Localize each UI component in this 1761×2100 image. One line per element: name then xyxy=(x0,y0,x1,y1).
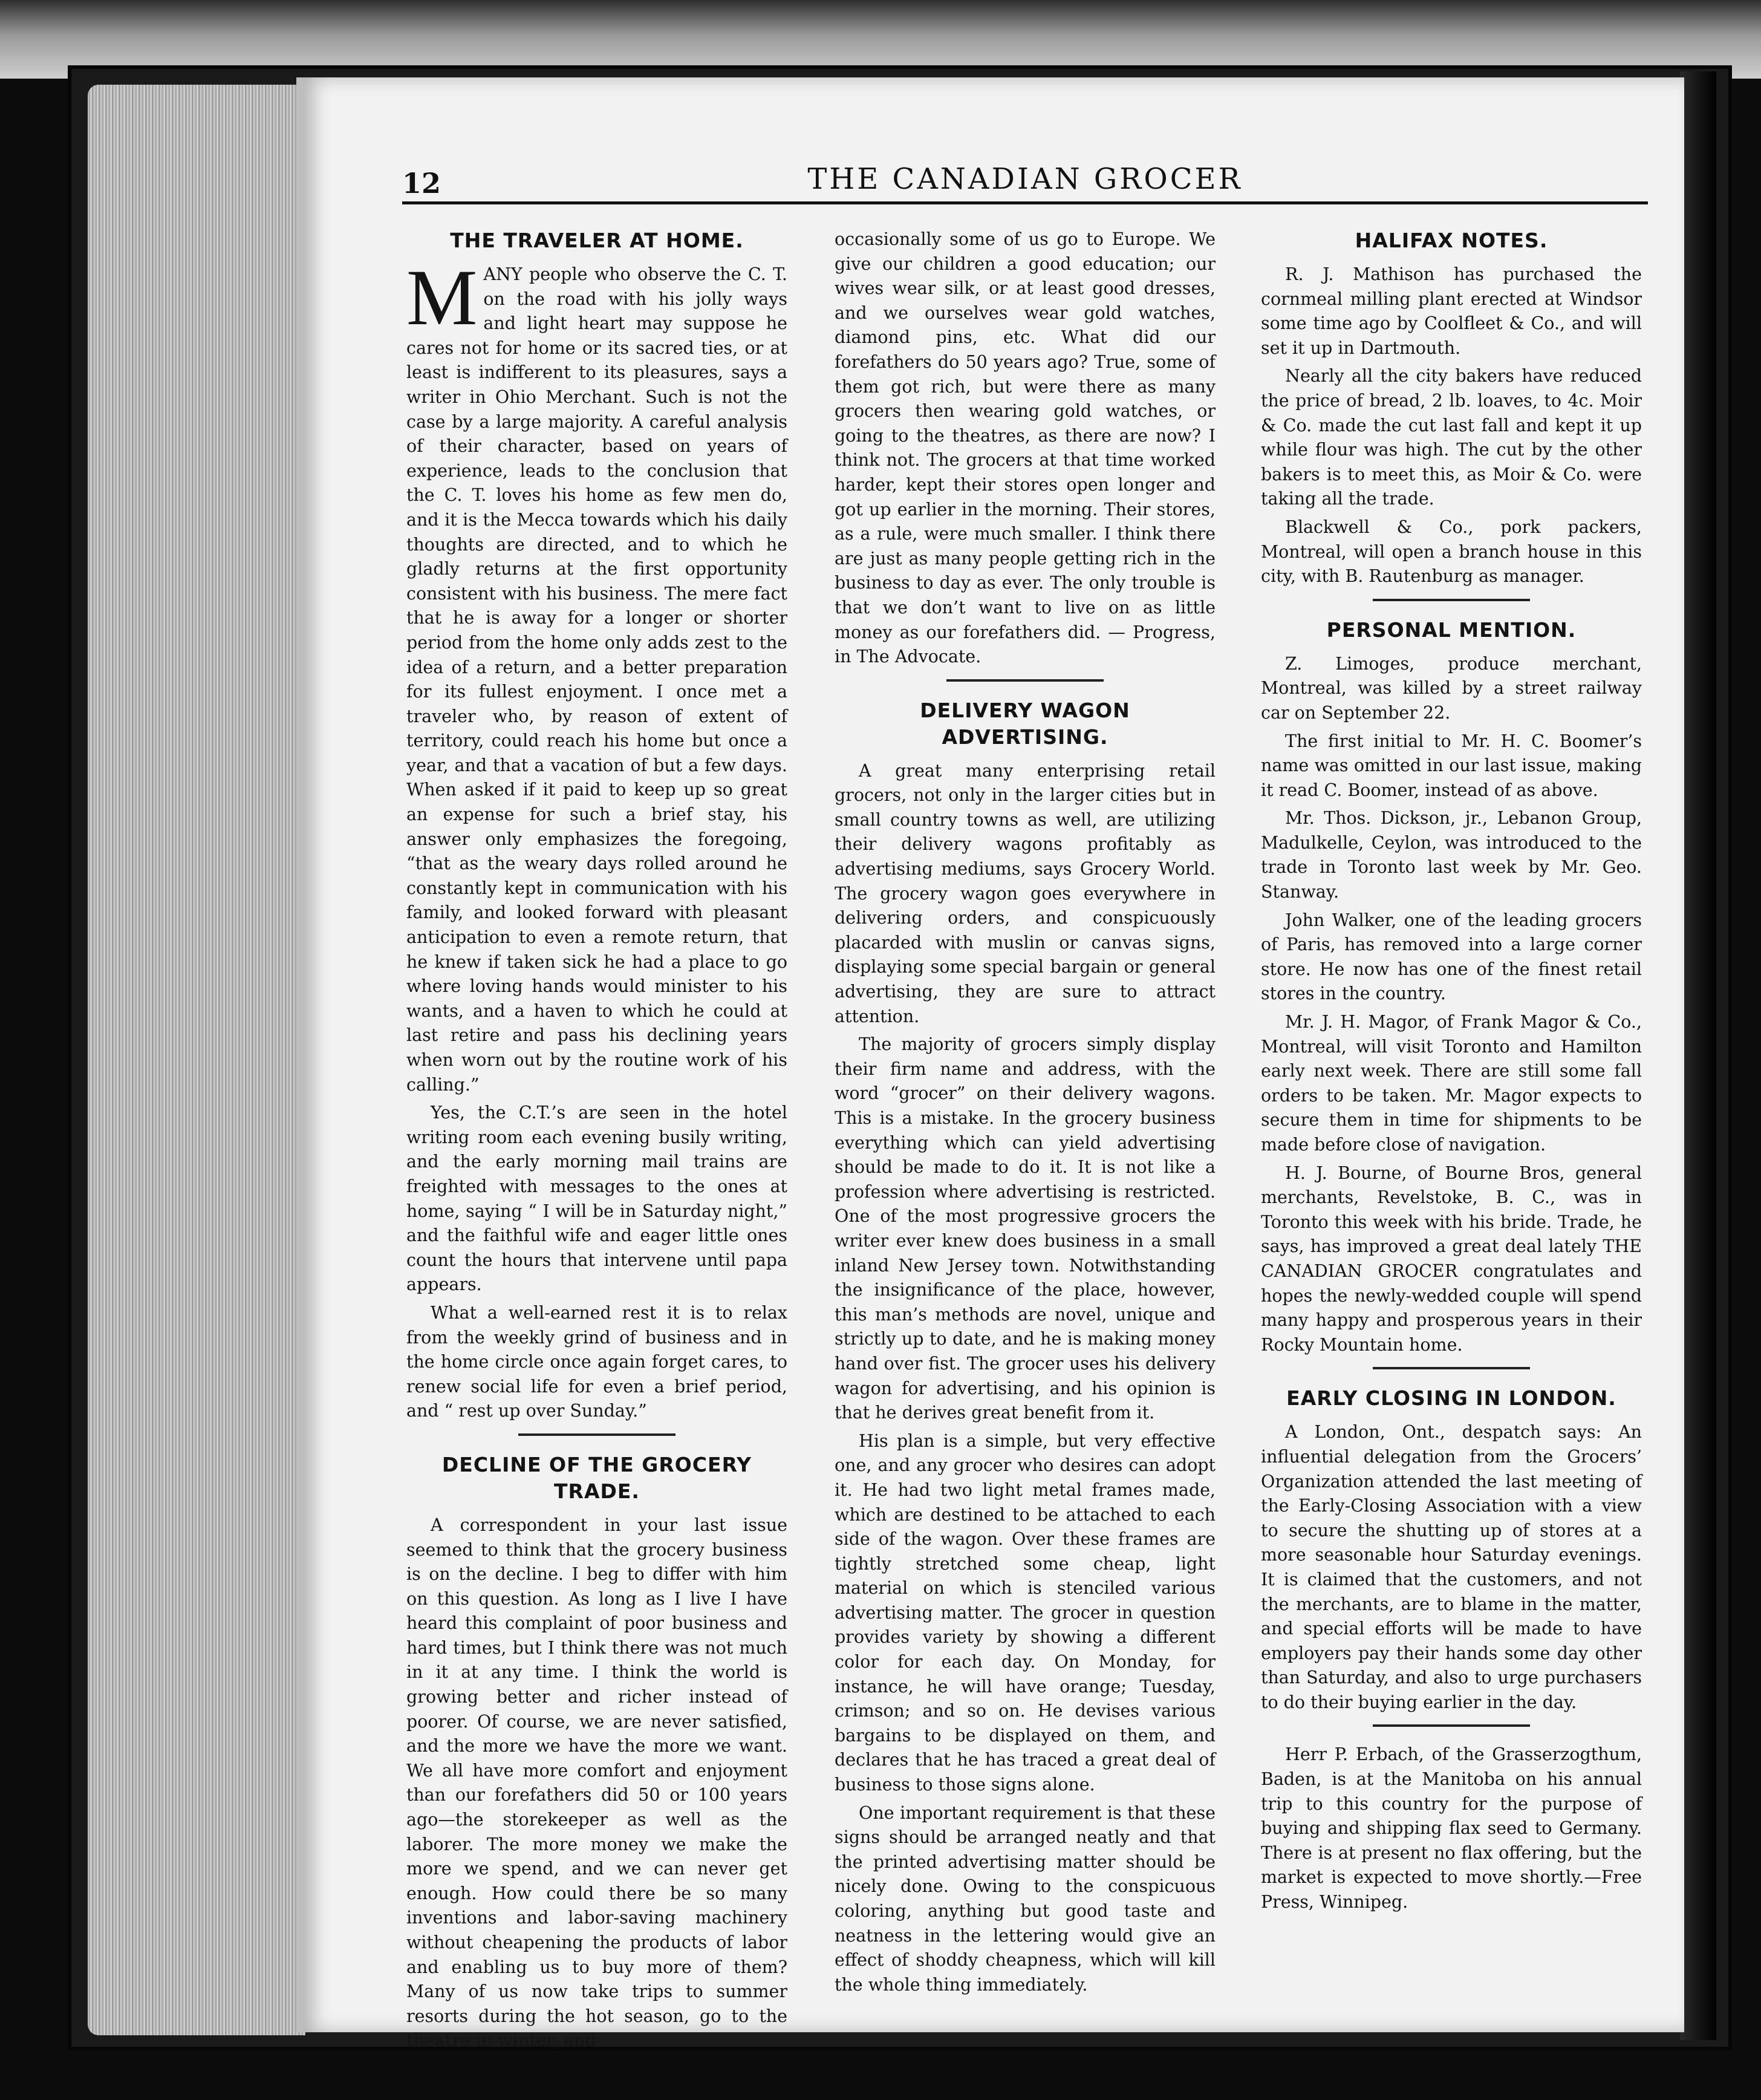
paragraph xyxy=(406,253,787,1097)
article-decline-grocery-trade xyxy=(406,1452,787,2053)
binding-spine-right xyxy=(1680,71,1716,2040)
paragraph: Herr P. Erbach, of the Grasserzogthum, Baden, is at the Manitoba on his annual trip to this country for the purpose of buying and shipping flax seed to Germany. There is at present no flax offering, but the market is expected to move shortly.—Free Press, Winnipeg. xyxy=(1261,1744,1642,1912)
headline: DELIVERY WAGON ADVERTISING. xyxy=(920,698,1130,749)
page-number: 12 xyxy=(402,167,441,200)
article-delivery-wagon-advertising xyxy=(835,697,1216,1998)
paragraph: Z. Limoges, produce merchant, Montreal, was killed by a street railway car on September 22. xyxy=(1261,653,1642,723)
paragraph: Yes, the C.T.’s are seen in the hotel writing room each evening busily writing, and the early morning mail trains are freighted with messages to the ones at home, saying “ I will be in Saturday night,” and the faithful wife and eager little ones count the hours that intervene until papa appears. xyxy=(406,1103,787,1295)
paragraph-continued: occasionally some of us go to Europe. We give our children a good education; our wives wear silk, or at least good dresses, and we ourselves wear gold watches, diamond pins, etc. What did our forefathers do 50 years ago? True, some of them got rich, but were there as many grocers then wearing gold watches, or going to the theatres, as there are now? I think not. The grocers at that time worked harder, kept their stores open longer and got up earlier in the morning. Their stores, as a rule, were much smaller. I think there are just as many people getting rich in the business to day as ever. The only trouble is that we don’t want to live on as little money as our forefathers did. — Progress, in The Advocate. xyxy=(835,229,1216,667)
paragraph: A great many enterprising retail grocers, not only in the larger cities but in small country towns as well, are utilizing their delivery wagons profitably as advertising mediums, says Grocery World. The grocery wagon goes everywhere in delivering orders, and conspicuously placarded with muslin or canvas signs, displaying some special bargain or general advertising, they are sure to attract attention. xyxy=(835,760,1216,1026)
paragraph: A correspondent in your last issue seemed to think that the grocery business is on the decline. I beg to differ with him on this question. As long as I live I have heard this complaint of poor business and hard times, but I think there was not much in it at any time. I think the world is growing better and richer instead of poorer. Of course, we are never satisfied, and the more we have the more we want. We all have more comfort and enjoyment than our forefathers did 50 or 100 years ago—the storekeeper as well as the laborer. The more money we make the more we spend, and we can never get enough. How could there be so many inventions and labor-saving machinery without cheapening the products of labor and enabling us to buy more of them? Many of us now take trips to summer resorts during the hot season, go to the theatre in winter, and xyxy=(406,1515,787,2051)
article-divider xyxy=(1373,1367,1530,1369)
page-header xyxy=(402,162,1648,206)
drop-cap: M xyxy=(406,253,478,342)
article-personal-mention xyxy=(1261,617,1642,1358)
article-early-closing-london xyxy=(1261,1385,1642,1715)
page-edges xyxy=(88,85,305,2035)
paragraph: John Walker, one of the leading grocers of Paris, has removed into a large corner store. He now has one of the finest retail stores in the country. xyxy=(1261,910,1642,1004)
column-left xyxy=(406,227,787,2057)
paragraph: R. J. Mathison has purchased the cornmeal milling plant erected at Windsor some time ago by Coolfleet & Co., and will set it up in Dartmouth. xyxy=(1261,264,1642,358)
paragraph: Blackwell & Co., pork packers, Montreal, will open a branch house in this city, with B. Rautenburg as manager. xyxy=(1261,517,1642,587)
paragraph: Mr. Thos. Dickson, jr., Lebanon Group, Madulkelle, Ceylon, was introduced to the trade in Toronto last week by Mr. Geo. Stanway. xyxy=(1261,808,1642,902)
paragraph: Mr. J. H. Magor, of Frank Magor & Co., Montreal, will visit Toronto and Hamilton early next week. There are still some fall orders to be taken. Mr. Magor expects to secure them in time for shipments to be made before close of navigation. xyxy=(1261,1012,1642,1155)
paragraph: A London, Ont., despatch says: An influential delegation from the Grocers’ Organization attended the last meeting of the Early-Closing Association with a view to secure the shutting up of stores at a more seasonable hour Saturday evenings. It is claimed that the customers, and not the merchants, are to blame in the matter, and special efforts will be made to have employers pay their hands some day other than Saturday, and also to urge purchasers to do their buying earlier in the day. xyxy=(1261,1422,1642,1712)
paragraph: His plan is a simple, but very effective one, and any grocer who desires can adopt it. He had two light metal frames made, which are destined to be attached to each side of the wagon. Over these frames are tightly stretched some cheap, light material on which is stenciled various advertising matter. The grocer in question provides variety by showing a different color for each day. On Monday, for instance, he will have orange; Tuesday, crimson; and so on. He devises various bargains to be displayed on them, and declares that he has traced a great deal of business to those signs alone. xyxy=(835,1430,1216,1795)
column-right xyxy=(1261,227,1642,1919)
article-divider xyxy=(518,1433,675,1436)
paragraph: Nearly all the city bakers have reduced the price of bread, 2 lb. loaves, to 4c. Moir & Co. made the cut last fall and kept it up while flour was high. The cut by the other bakers is to meet this, as Moir & Co. were taking all the trade. xyxy=(1261,366,1642,509)
header-rule xyxy=(402,201,1648,204)
article-flax-seed-note xyxy=(1261,1743,1642,1914)
article-divider xyxy=(1373,599,1530,601)
headline: EARLY CLOSING IN LONDON. xyxy=(1286,1386,1616,1410)
paragraph: What a well-earned rest it is to relax from the weekly grind of business and in the home circle once again forget cares, to renew social life for even a brief period, and “ rest up over Sunday.” xyxy=(406,1302,787,1421)
article-traveler-at-home xyxy=(406,227,787,1424)
headline: PERSONAL MENTION. xyxy=(1326,618,1577,642)
newspaper-page xyxy=(296,77,1684,2051)
paragraph-text: ANY people who observe the C. T. on the road with his jolly ways and light heart may suppose he cares not for home or its sacred ties, or at least is indifferent to its pleasures, says a writer in Ohio Merchant. Such is not the case by a large majority. A careful analysis of their character, based on years of experience, leads to the conclusion that the C. T. loves his home as few men do, and it is the Mecca towards which his daily thoughts are directed, and to which he gladly returns at the first opportunity consistent with his business. The mere fact that he is away for a longer or shorter period from the home only adds zest to the idea of a return, and a better preparation for its fullest enjoyment. I once met a traveler who, by reason of extent of territory, could reach his home but once a year, and that a vacation of but a few days. When asked if it paid to keep up so great an expense for such a brief stay, his answer only emphasizes the foregoing, “that as the weary days rolled around he constantly kept in communication with his family, and looked forward with pleasant anticipation to even a remote return, that he knew if taken sick he had a place to go where loving hands would minister to his wants, and a haven to which he could at last retire and pass his declining years when worn out by the routine work of his calling.” xyxy=(406,264,787,1095)
article-divider xyxy=(946,679,1104,682)
headline: DECLINE OF THE GROCERY TRADE. xyxy=(441,1452,752,1503)
paragraph: The first initial to Mr. H. C. Boomer’s name was omitted in our last issue, making it read C. Boomer, instead of as above. xyxy=(1261,731,1642,800)
paragraph: One important requirement is that these signs should be arranged neatly and that the printed advertising matter should be nicely done. Owing to the conspicuous coloring, anything but good taste and neatness in the lettering would give an effect of shoddy cheapness, which will kill the whole thing immediately. xyxy=(835,1802,1216,1995)
paragraph: H. J. Bourne, of Bourne Bros, general merchants, Revelstoke, B. C., was in Toronto this week with his bride. Trade, he says, has improved a great deal lately THE CANADIAN GROCER congratulates and hopes the newly-wedded couple will spend many happy and prosperous years in their Rocky Mountain home. xyxy=(1261,1162,1642,1355)
article-divider xyxy=(1373,1724,1530,1727)
paragraph: The majority of grocers simply display their firm name and address, with the word “grocer” on their delivery wagons. This is a mistake. In the grocery business everything which can yield advertising should be made to do it. It is not like a profession where advertising is restricted. One of the most progressive grocers the writer ever knew does business in a small inland New Jersey town. Notwithstanding the insignificance of the place, however, this man’s methods are novel, unique and strictly up to date, and he is making money hand over fist. The grocer uses his delivery wagon for advertising, and his opinion is that he derives great benefit from it. xyxy=(835,1034,1216,1423)
headline: THE TRAVELER AT HOME. xyxy=(450,229,744,252)
column-middle xyxy=(835,227,1216,2001)
article-halifax-notes xyxy=(1261,227,1642,589)
running-head: THE CANADIAN GROCER xyxy=(807,162,1243,196)
headline: HALIFAX NOTES. xyxy=(1355,229,1548,252)
